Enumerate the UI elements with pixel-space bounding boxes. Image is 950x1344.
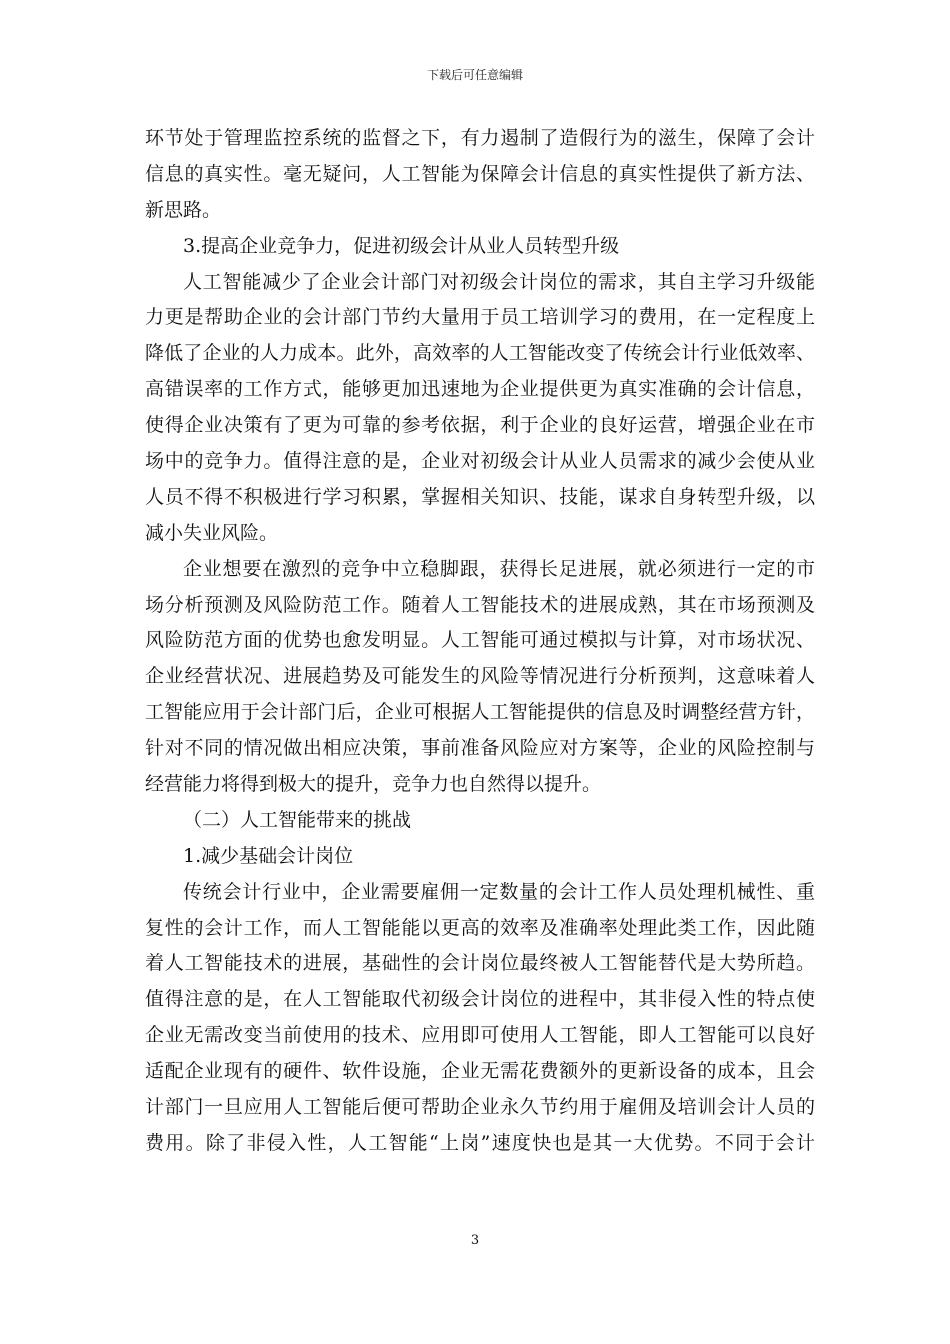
text-line: 企业想要在激烈的竞争中立稳脚跟，获得长足进展，就必须进行一定的市 [183, 557, 815, 580]
text-line: 适配企业现有的硬件、软件设施，企业无需花费额外的更新设备的成本，且会 [145, 1060, 815, 1083]
text-line: 企业经营状况、进展趋势及可能发生的风险等情况进行分析预判，这意味着人 [145, 665, 815, 688]
text-line: 使得企业决策有了更为可靠的参考依据，利于企业的良好运营，增强企业在市 [145, 414, 815, 437]
text-line: 信息的真实性。毫无疑问，人工智能为保障会计信息的真实性提供了新方法、 [145, 162, 815, 185]
text-line: 场中的竞争力。值得注意的是，企业对初级会计从业人员需求的减少会使从业 [145, 450, 815, 473]
text-line: 经营能力将得到极大的提升，竞争力也自然得以提升。 [145, 773, 602, 796]
text-line: 值得注意的是，在人工智能取代初级会计岗位的进程中，其非侵入性的特点使 [145, 988, 815, 1011]
document-body [145, 121, 815, 1162]
text-line: 高错误率的工作方式，能够更加迅速地为企业提供更为真实准确的会计信息， [145, 378, 815, 401]
text-line: 复性的会计工作，而人工智能能以更高的效率及准确率处理此类工作，因此随 [145, 916, 815, 939]
text-line: 3.提高企业竞争力，促进初级会计从业人员转型升级 [183, 234, 620, 257]
text-line: 费用。除了非侵入性，人工智能“上岗”速度快也是其一大优势。不同于会计 [145, 1131, 815, 1154]
text-line: 针对不同的情况做出相应决策，事前准备风险应对方案等，企业的风险控制与 [145, 737, 815, 760]
text-line: 降低了企业的人力成本。此外，高效率的人工智能改变了传统会计行业低效率、 [145, 342, 815, 365]
text-line: 人工智能减少了企业会计部门对初级会计岗位的需求，其自主学习升级能 [183, 270, 815, 293]
text-line: 新思路。 [145, 198, 222, 221]
text-line: （二）人工智能带来的挑战 [183, 808, 412, 831]
text-line: 人员不得不积极进行学习积累，掌握相关知识、技能，谋求自身转型升级，以 [145, 485, 815, 508]
text-line: 计部门一旦应用人工智能后便可帮助企业永久节约用于雇佣及培训会计人员的 [145, 1096, 815, 1119]
text-line: 1.减少基础会计岗位 [183, 844, 354, 867]
text-line: 场分析预测及风险防范工作。随着人工智能技术的进展成熟，其在市场预测及 [145, 593, 815, 616]
text-line: 减小失业风险。 [145, 521, 279, 544]
text-line: 风险防范方面的优势也愈发明显。人工智能可通过模拟与计算，对市场状况、 [145, 629, 815, 652]
page-number: 3 [470, 1233, 480, 1248]
text-line: 环节处于管理监控系统的监督之下，有力遏制了造假行为的滋生，保障了会计 [145, 127, 815, 149]
text-line: 传统会计行业中，企业需要雇佣一定数量的会计工作人员处理机械性、重 [183, 880, 815, 903]
text-line: 着人工智能技术的进展，基础性的会计岗位最终被人工智能替代是大势所趋。 [145, 952, 815, 975]
page-header: 下载后可任意编辑 [426, 68, 523, 82]
text-line: 工智能应用于会计部门后，企业可根据人工智能提供的信息及时调整经营方针， [145, 701, 815, 724]
text-line: 企业无需改变当前使用的技术、应用即可使用人工智能，即人工智能可以良好 [145, 1024, 815, 1047]
text-line: 力更是帮助企业的会计部门节约大量用于员工培训学习的费用，在一定程度上 [145, 306, 815, 329]
